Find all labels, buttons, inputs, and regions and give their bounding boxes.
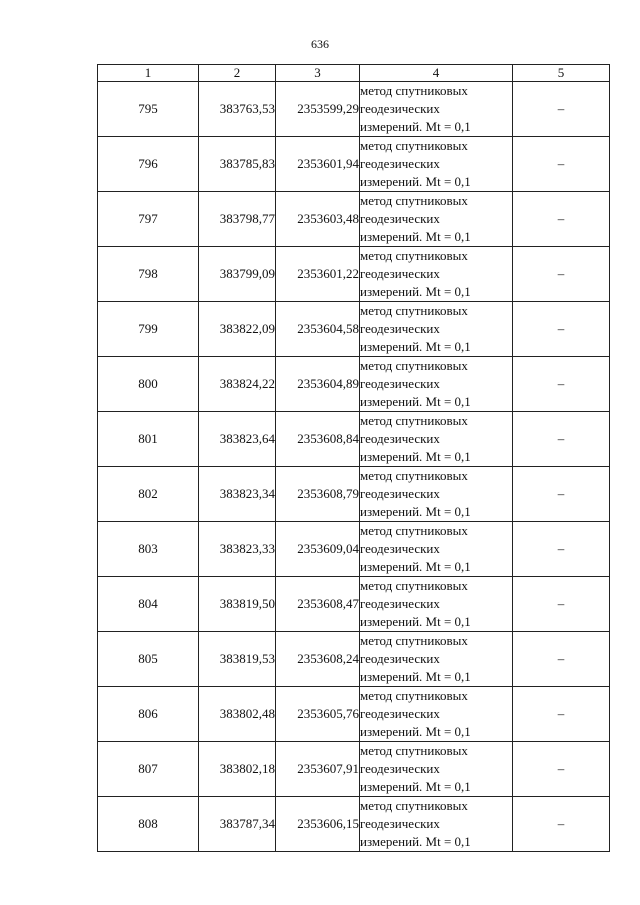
point-number-cell: 803 [98,522,199,577]
method-line: измерений. Mt = 0,1 [360,394,471,409]
x-coordinate-cell: 383798,77 [199,192,276,247]
method-line: метод спутниковых [360,248,468,263]
x-coordinate-cell: 383785,83 [199,137,276,192]
table-row [98,192,610,247]
table-row [98,412,610,467]
x-coordinate-cell: 383799,09 [199,247,276,302]
table-row [98,247,610,302]
y-coordinate-cell: 2353608,79 [276,467,360,522]
y-coordinate-cell: 2353607,91 [276,742,360,797]
column-header-5: 5 [513,65,610,82]
y-coordinate-cell: 2353608,84 [276,412,360,467]
method-cell [360,467,513,522]
note-cell: – [513,632,610,687]
method-line: измерений. Mt = 0,1 [360,174,471,189]
point-number-cell: 802 [98,467,199,522]
x-coordinate-cell: 383822,09 [199,302,276,357]
table-row [98,632,610,687]
method-line: измерений. Mt = 0,1 [360,724,471,739]
y-coordinate-cell: 2353606,15 [276,797,360,852]
table-header-row [98,65,610,82]
method-line: метод спутниковых [360,83,468,98]
note-cell: – [513,192,610,247]
method-line: метод спутниковых [360,358,468,373]
point-number-cell: 808 [98,797,199,852]
table-row [98,302,610,357]
method-line: метод спутниковых [360,468,468,483]
x-coordinate-cell: 383802,18 [199,742,276,797]
method-line: измерений. Mt = 0,1 [360,834,471,849]
method-cell [360,632,513,687]
column-header-4: 4 [360,65,513,82]
table-row [98,522,610,577]
method-line: измерений. Mt = 0,1 [360,119,471,134]
point-number-cell: 795 [98,82,199,137]
x-coordinate-cell: 383823,64 [199,412,276,467]
coordinates-table [97,64,610,852]
method-line: измерений. Mt = 0,1 [360,614,471,629]
note-cell: – [513,522,610,577]
method-line: метод спутниковых [360,303,468,318]
method-line: метод спутниковых [360,138,468,153]
y-coordinate-cell: 2353608,24 [276,632,360,687]
table-row [98,797,610,852]
method-cell [360,522,513,577]
point-number-cell: 806 [98,687,199,742]
method-line: геодезических [360,596,440,611]
method-line: измерений. Mt = 0,1 [360,504,471,519]
note-cell: – [513,687,610,742]
method-line: метод спутниковых [360,798,468,813]
y-coordinate-cell: 2353601,94 [276,137,360,192]
method-line: измерений. Mt = 0,1 [360,449,471,464]
method-cell [360,577,513,632]
point-number-cell: 798 [98,247,199,302]
x-coordinate-cell: 383819,50 [199,577,276,632]
column-header-3: 3 [276,65,360,82]
method-line: метод спутниковых [360,413,468,428]
y-coordinate-cell: 2353601,22 [276,247,360,302]
method-line: измерений. Mt = 0,1 [360,669,471,684]
method-line: измерений. Mt = 0,1 [360,284,471,299]
point-number-cell: 797 [98,192,199,247]
method-cell [360,192,513,247]
x-coordinate-cell: 383787,34 [199,797,276,852]
table-row [98,742,610,797]
y-coordinate-cell: 2353599,29 [276,82,360,137]
method-line: геодезических [360,156,440,171]
method-line: геодезических [360,266,440,281]
table-row [98,687,610,742]
method-line: метод спутниковых [360,193,468,208]
method-line: геодезических [360,321,440,336]
note-cell: – [513,797,610,852]
table-row [98,467,610,522]
method-cell [360,797,513,852]
point-number-cell: 799 [98,302,199,357]
method-line: геодезических [360,761,440,776]
method-line: метод спутниковых [360,523,468,538]
method-line: геодезических [360,706,440,721]
method-cell [360,247,513,302]
column-header-2: 2 [199,65,276,82]
method-line: метод спутниковых [360,578,468,593]
x-coordinate-cell: 383823,33 [199,522,276,577]
method-line: геодезических [360,376,440,391]
method-line: геодезических [360,651,440,666]
y-coordinate-cell: 2353604,58 [276,302,360,357]
table-row [98,137,610,192]
method-cell [360,82,513,137]
point-number-cell: 801 [98,412,199,467]
table-row [98,357,610,412]
method-line: метод спутниковых [360,688,468,703]
note-cell: – [513,302,610,357]
method-line: метод спутниковых [360,743,468,758]
note-cell: – [513,412,610,467]
method-line: геодезических [360,101,440,116]
method-line: геодезических [360,816,440,831]
x-coordinate-cell: 383802,48 [199,687,276,742]
method-cell [360,302,513,357]
method-line: измерений. Mt = 0,1 [360,339,471,354]
table-row [98,577,610,632]
point-number-cell: 800 [98,357,199,412]
point-number-cell: 804 [98,577,199,632]
table-row [98,82,610,137]
note-cell: – [513,467,610,522]
x-coordinate-cell: 383763,53 [199,82,276,137]
note-cell: – [513,137,610,192]
page-number: 636 [311,37,329,51]
method-cell [360,687,513,742]
note-cell: – [513,247,610,302]
method-line: измерений. Mt = 0,1 [360,229,471,244]
x-coordinate-cell: 383823,34 [199,467,276,522]
method-line: измерений. Mt = 0,1 [360,779,471,794]
note-cell: – [513,742,610,797]
method-line: метод спутниковых [360,633,468,648]
note-cell: – [513,82,610,137]
point-number-cell: 796 [98,137,199,192]
method-line: измерений. Mt = 0,1 [360,559,471,574]
method-cell [360,742,513,797]
method-cell [360,357,513,412]
y-coordinate-cell: 2353605,76 [276,687,360,742]
x-coordinate-cell: 383819,53 [199,632,276,687]
method-line: геодезических [360,431,440,446]
x-coordinate-cell: 383824,22 [199,357,276,412]
y-coordinate-cell: 2353604,89 [276,357,360,412]
method-cell [360,137,513,192]
column-header-1: 1 [98,65,199,82]
y-coordinate-cell: 2353609,04 [276,522,360,577]
note-cell: – [513,577,610,632]
note-cell: – [513,357,610,412]
y-coordinate-cell: 2353608,47 [276,577,360,632]
y-coordinate-cell: 2353603,48 [276,192,360,247]
point-number-cell: 805 [98,632,199,687]
method-line: геодезических [360,486,440,501]
method-cell [360,412,513,467]
method-line: геодезических [360,211,440,226]
point-number-cell: 807 [98,742,199,797]
method-line: геодезических [360,541,440,556]
